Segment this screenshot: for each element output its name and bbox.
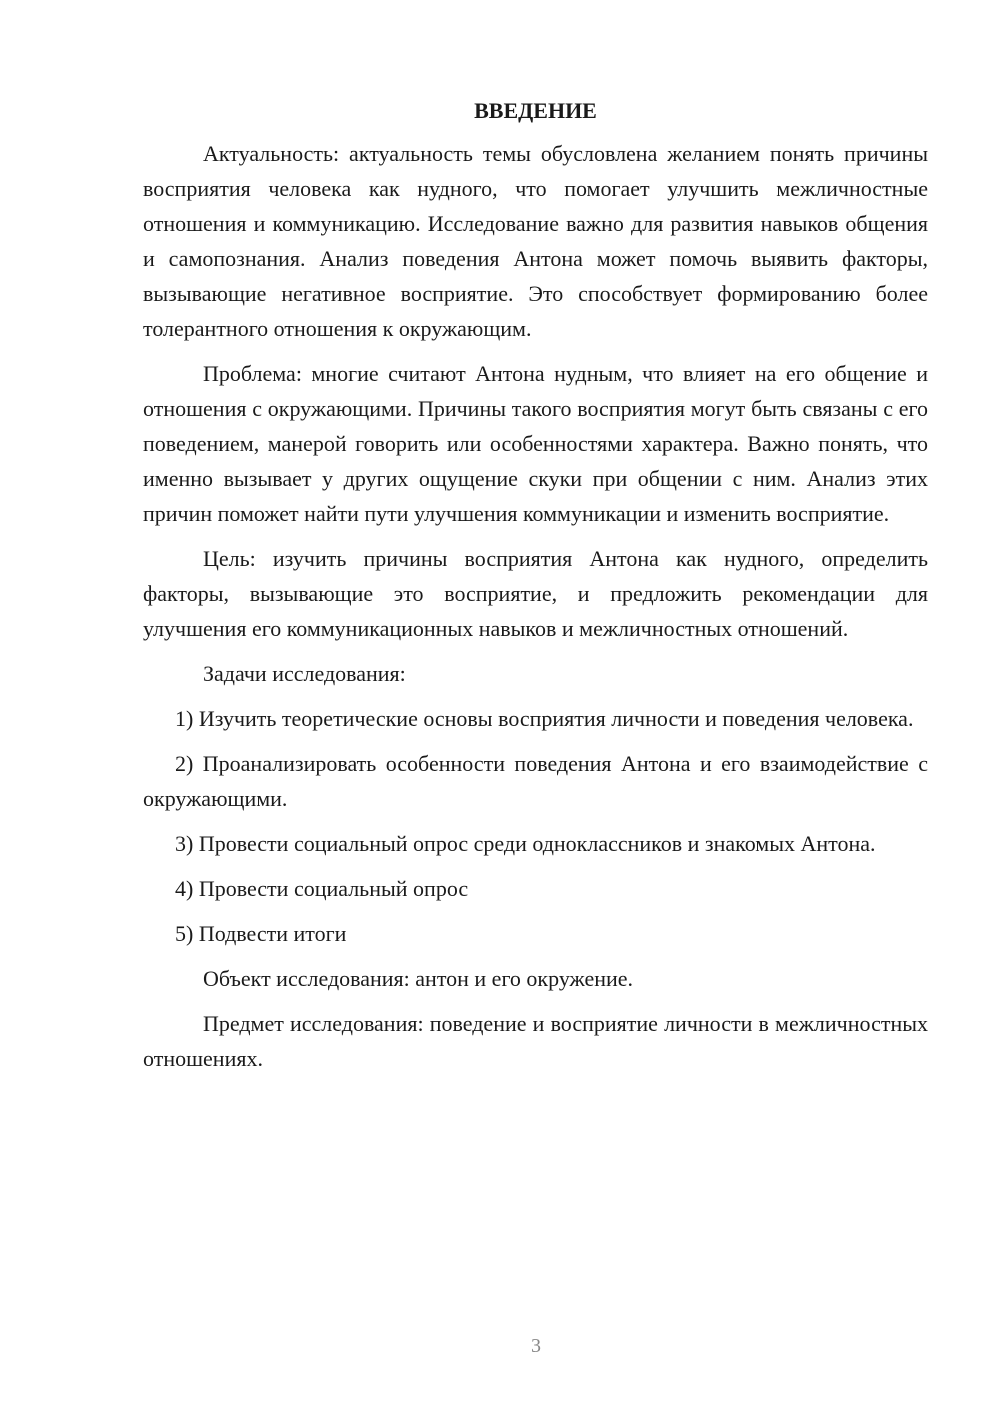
task-item: 3) Провести социальный опрос среди одноклассников и знакомых Антона. [175, 831, 876, 856]
goal-paragraph: Цель: изучить причины восприятия Антона как нудного, определить факторы, вызывающие это восприятие, и предложить рекомендации для улучшения его коммуникационных навыков и межличностных отношений. [143, 546, 928, 641]
task-item: 4) Провести социальный опрос [175, 876, 469, 901]
relevance-paragraph: Актуальность: актуальность темы обусловлена желанием понять причины восприятия человека как нудного, что помогает улучшить межличностные отношения и коммуникацию. Исследование важно для развития навыков общения и самопознания. Анализ поведения Антона может помочь выявить факторы, вызывающие негативное восприятие. Это способствует формированию более толерантного отношения к окружающим. [143, 141, 928, 341]
task-item: 1) Изучить теоретические основы восприятия личности и поведения человека. [175, 706, 914, 731]
section-heading: ВВЕДЕНИЕ [474, 98, 597, 123]
research-object: Объект исследования: антон и его окружение. [203, 966, 634, 991]
page-number: 3 [531, 1335, 541, 1357]
problem-paragraph: Проблема: многие считают Антона нудным, что влияет на его общение и отношения с окружающими. Причины такого восприятия могут быть связаны с его поведением, манерой говорить или особенностями характера. Важно понять, что именно вызывает у других ощущение скуки при общении с ним. Анализ этих причин поможет найти пути улучшения коммуникации и изменить восприятие. [143, 361, 928, 526]
document-page [143, 96, 928, 1086]
task-item: 2) Проанализировать особенности поведения Антона и его взаимодействие с окружающими. [143, 751, 928, 811]
research-subject: Предмет исследования: поведение и восприятие личности в межличностных отношениях. [143, 1011, 928, 1071]
task-item: 5) Подвести итоги [175, 921, 347, 946]
tasks-intro: Задачи исследования: [203, 661, 406, 686]
